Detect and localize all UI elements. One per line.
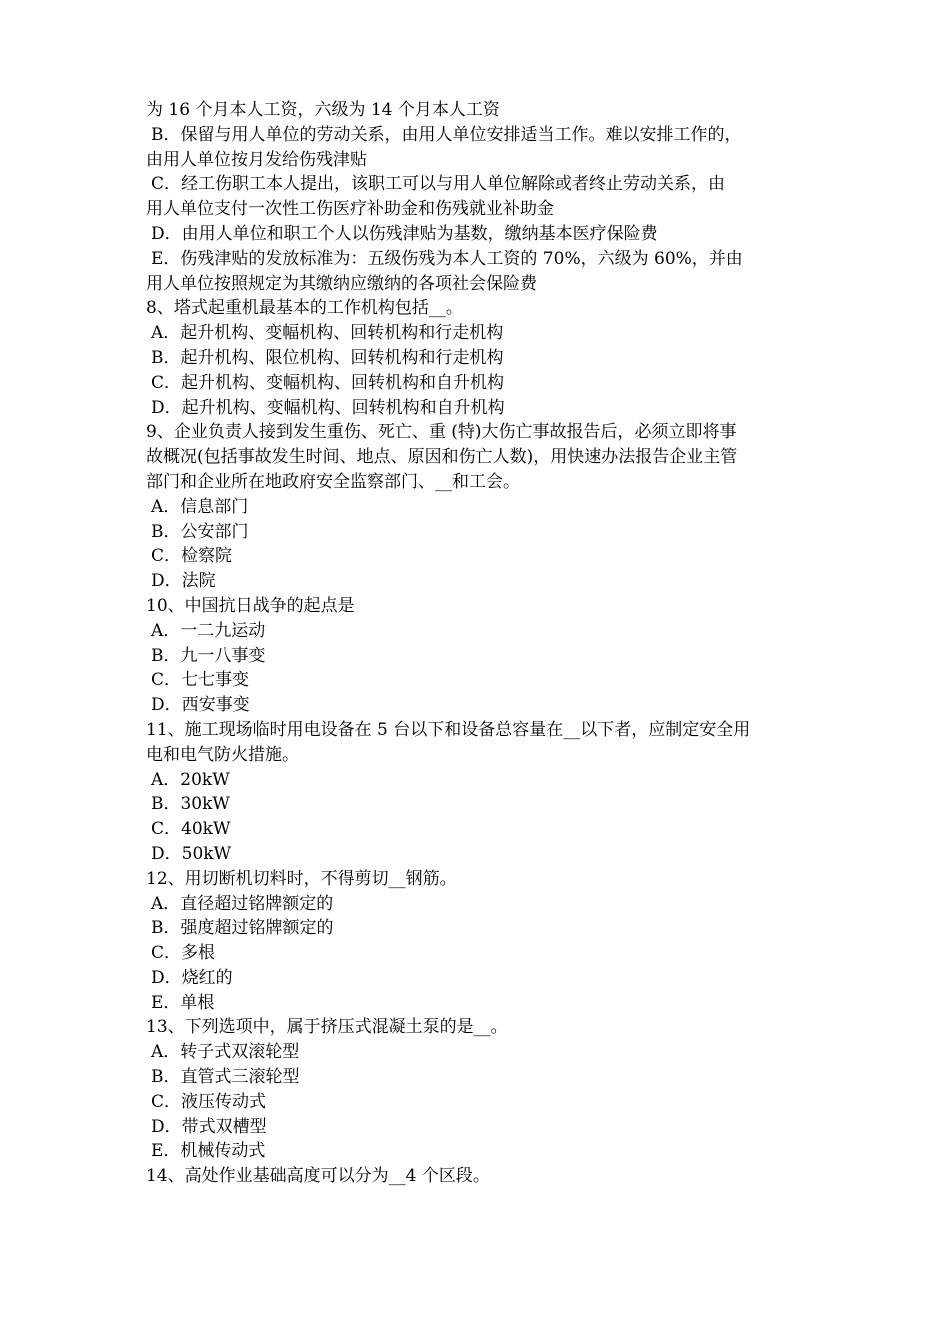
text-line: 由用人单位按月发给伤残津贴 <box>146 149 367 170</box>
text-line: 部门和企业所在地政府安全监察部门、__和工会。 <box>146 471 520 492</box>
option-line: B．直管式三滚轮型 <box>151 1067 300 1088</box>
option-line: B．九一八事变 <box>151 645 266 666</box>
option-line: C．七七事变 <box>151 670 250 691</box>
text-line: 电和电气防火措施。 <box>146 744 299 765</box>
option-line: B．强度超过铭牌额定的 <box>151 918 334 939</box>
option-line: B．公安部门 <box>151 521 249 542</box>
option-line: D．带式双槽型 <box>151 1116 267 1137</box>
option-line: D．起升机构、变幅机构、回转机构和自升机构 <box>151 397 505 418</box>
text-line: 8、塔式起重机最基本的工作机构包括__。 <box>146 298 463 319</box>
option-line: D．50kW <box>151 843 232 864</box>
option-line: A．起升机构、变幅机构、回转机构和行走机构 <box>151 323 504 344</box>
option-line: A．信息部门 <box>151 496 249 517</box>
option-line: E．机械传动式 <box>151 1141 266 1162</box>
option-line: B．起升机构、限位机构、回转机构和行走机构 <box>151 347 504 368</box>
option-line: C．多根 <box>151 943 216 964</box>
option-line: A．一二九运动 <box>151 620 266 641</box>
text-line: 9、企业负责人接到发生重伤、死亡、重 (特)大伤亡事故报告后，必须立即将事 <box>146 422 737 443</box>
text-line: 14、高处作业基础高度可以分为__4 个区段。 <box>146 1166 490 1187</box>
option-line: A．直径超过铭牌额定的 <box>151 893 334 914</box>
option-line: C．40kW <box>151 819 231 840</box>
option-line: A．转子式双滚轮型 <box>151 1042 300 1063</box>
option-line: A．20kW <box>151 769 230 790</box>
text-line: 10、中国抗日战争的起点是 <box>146 595 355 616</box>
option-line: E．单根 <box>151 992 215 1013</box>
option-line: D．西安事变 <box>151 695 250 716</box>
option-line: E．伤残津贴的发放标准为：五级伤残为本人工资的 70%，六级为 60%，并由 <box>151 248 743 269</box>
option-line: C．检察院 <box>151 546 233 567</box>
text-line: 为 16 个月本人工资，六级为 14 个月本人工资 <box>146 100 500 120</box>
text-line: 用人单位按照规定为其缴纳应缴纳的各项社会保险费 <box>146 273 537 294</box>
option-line: C．经工伤职工本人提出，该职工可以与用人单位解除或者终止劳动关系，由 <box>151 174 726 195</box>
option-line: D．法院 <box>151 571 216 592</box>
option-line: B．保留与用人单位的劳动关系，由用人单位安排适当工作。难以安排工作的， <box>151 124 742 145</box>
option-line: D．烧红的 <box>151 967 233 988</box>
text-line: 12、用切断机切料时，不得剪切__钢筋。 <box>146 868 457 889</box>
option-line: D．由用人单位和职工个人以伤残津贴为基数，缴纳基本医疗保险费 <box>151 223 658 244</box>
option-line: C．液压传动式 <box>151 1091 267 1112</box>
document-page <box>146 98 810 1189</box>
option-line: C．起升机构、变幅机构、回转机构和自升机构 <box>151 372 505 393</box>
option-line: B．30kW <box>151 794 230 815</box>
text-line: 13、下列选项中，属于挤压式混凝土泵的是__。 <box>146 1017 508 1038</box>
text-line: 11、施工现场临时用电设备在 5 台以下和设备总容量在__以下者，应制定安全用 <box>146 719 751 740</box>
text-line: 用人单位支付一次性工伤医疗补助金和伤残就业补助金 <box>146 199 554 220</box>
text-line: 故概况(包括事故发生时间、地点、原因和伤亡人数)，用快速办法报告企业主管 <box>146 447 738 468</box>
